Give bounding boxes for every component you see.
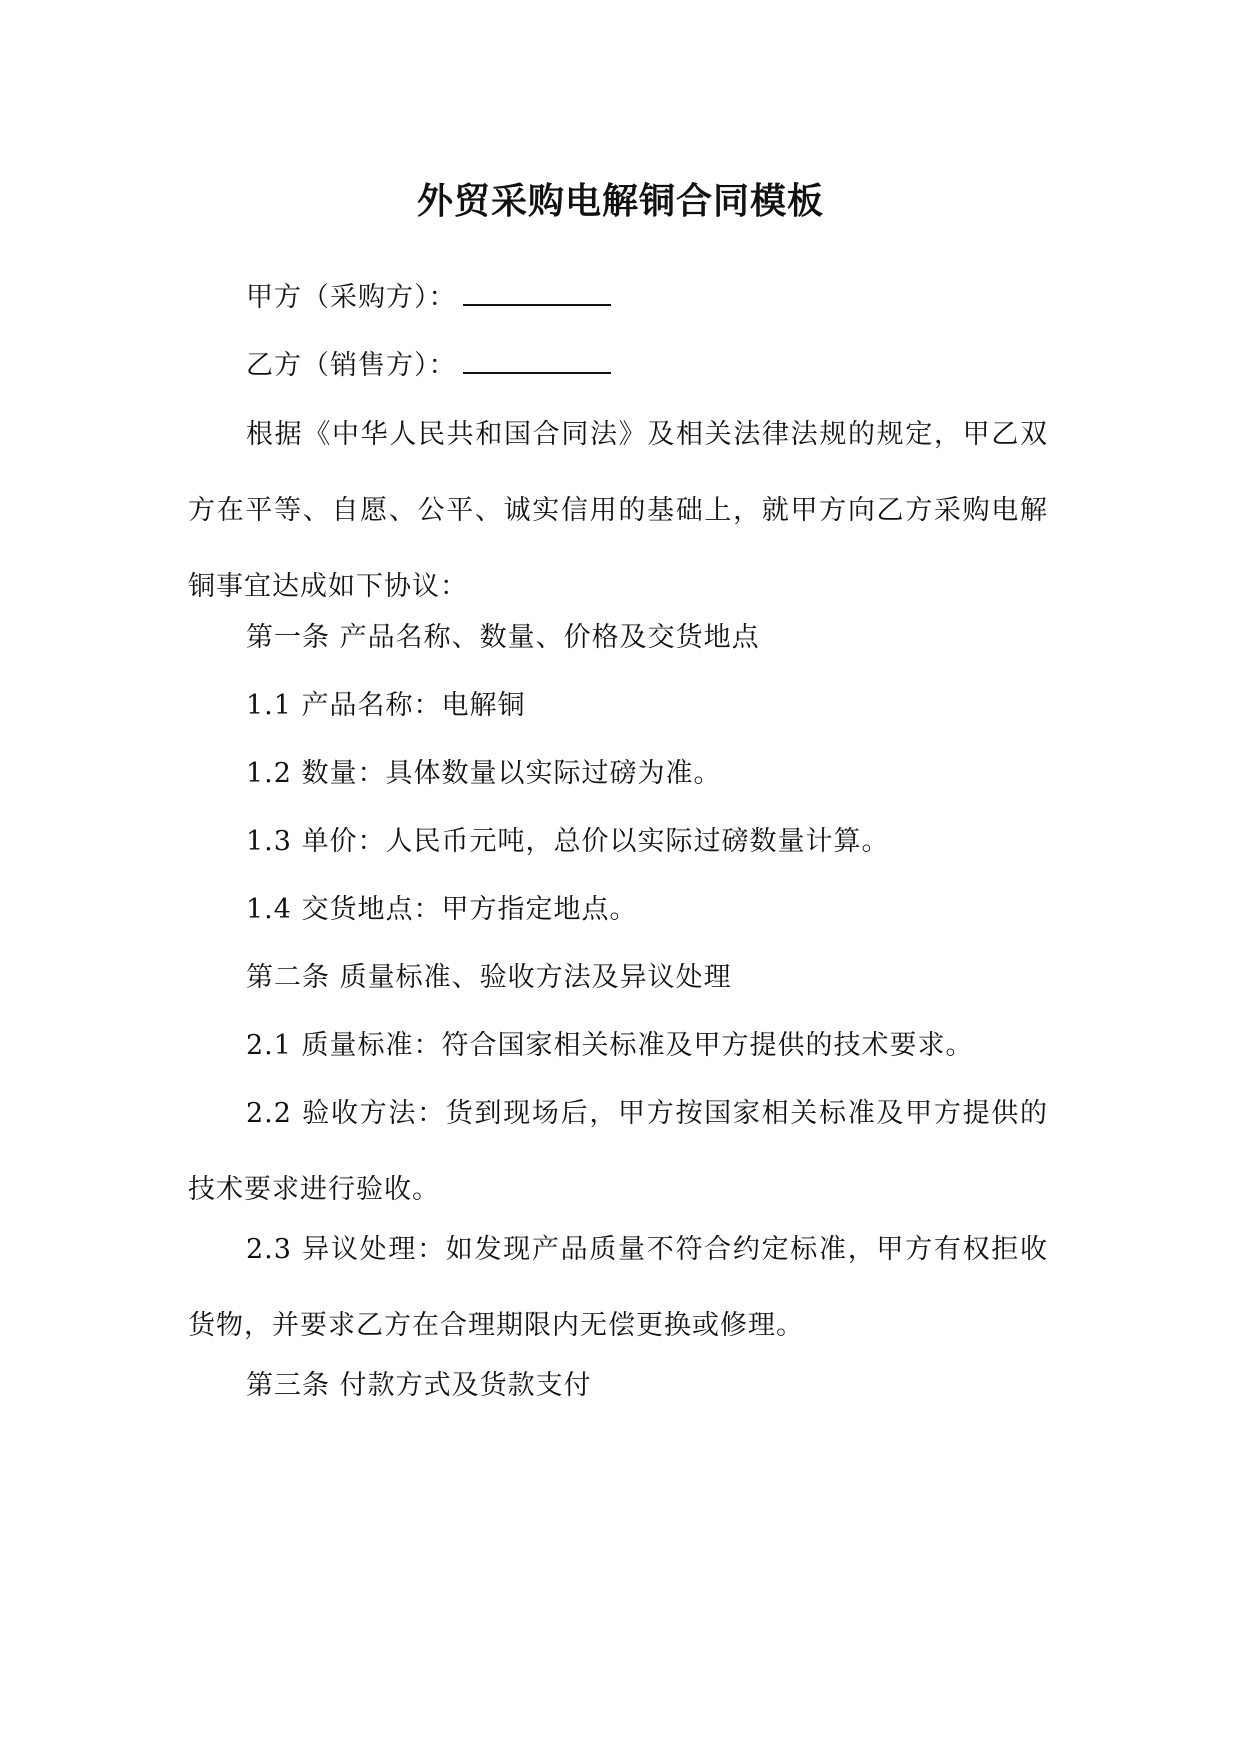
party-b-line bbox=[188, 328, 1048, 404]
party-a-label: 甲方（采购方）： bbox=[246, 282, 457, 313]
article-1-item: 1.3 单价：人民币元吨，总价以实际过磅数量计算。 bbox=[246, 826, 890, 857]
article-2-heading: 第二条 质量标准、验收方法及异议处理 bbox=[246, 962, 732, 993]
party-b-label: 乙方（销售方）： bbox=[246, 350, 457, 381]
article-2-item: 2.1 质量标准：符合国家相关标准及甲方提供的技术要求。 bbox=[246, 1030, 974, 1061]
document-title: 外贸采购电解铜合同模板 bbox=[416, 181, 824, 222]
article-1-heading: 第一条 产品名称、数量、价格及交货地点 bbox=[246, 622, 760, 653]
article-2-item: 2.2 验收方法：货到现场后，甲方按国家相关标准及甲方提供的技术要求进行验收。 bbox=[188, 1098, 1048, 1205]
party-a-blank bbox=[463, 282, 611, 306]
article-1-item: 1.1 产品名称：电解铜 bbox=[246, 690, 526, 721]
party-a-line bbox=[188, 260, 1048, 336]
article-1-item: 1.2 数量：具体数量以实际过磅为准。 bbox=[246, 758, 722, 789]
preamble-paragraph: 根据《中华人民共和国合同法》及相关法律法规的规定，甲乙双方在平等、自愿、公平、诚实信用的基础上，就甲方向乙方采购电解铜事宜达成如下协议： bbox=[188, 419, 1048, 602]
article-3-heading: 第三条 付款方式及货款支付 bbox=[246, 1370, 592, 1401]
article-1-item: 1.4 交货地点：甲方指定地点。 bbox=[246, 894, 638, 925]
party-b-blank bbox=[463, 350, 611, 374]
article-2-item: 2.3 异议处理：如发现产品质量不符合约定标准，甲方有权拒收货物，并要求乙方在合理期限内无偿更换或修理。 bbox=[188, 1234, 1048, 1341]
